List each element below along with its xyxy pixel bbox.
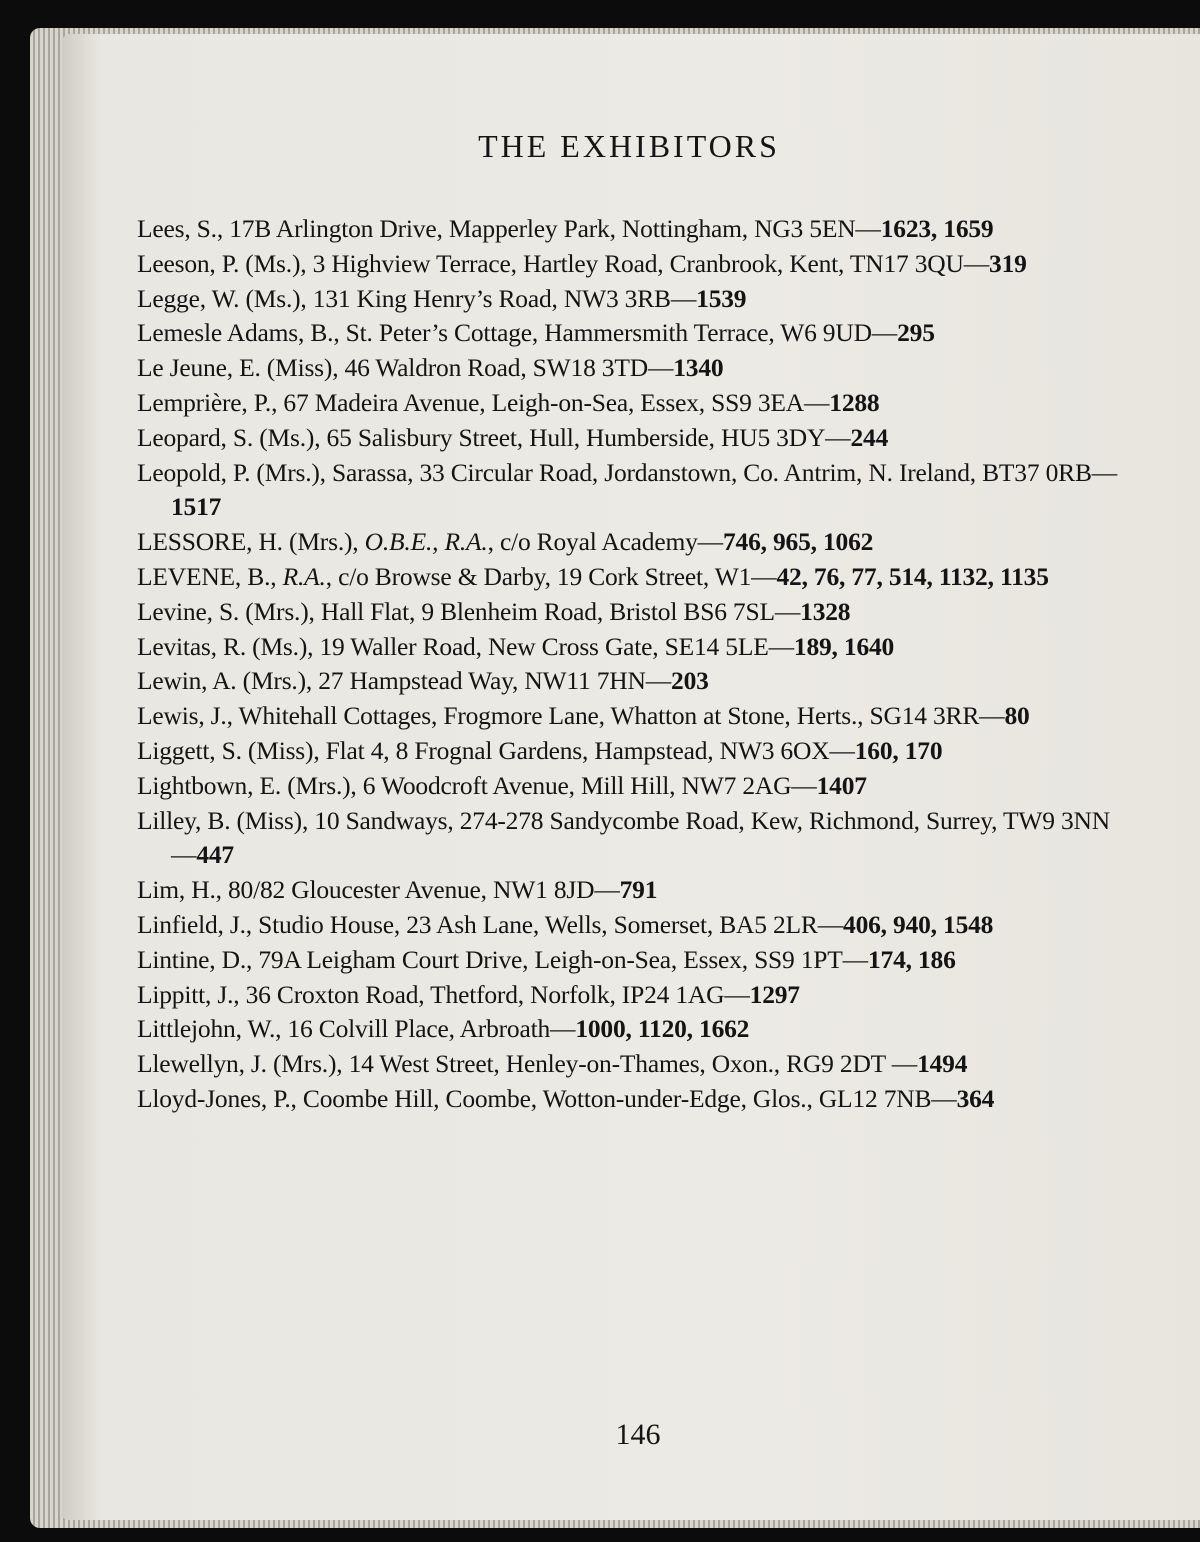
exhibitor-entry: Lemesle Adams, B., St. Peter’s Cottage, Hammersmith Terrace, W6 9UD—295 [137,318,935,348]
catalogue-numbers: 1623, 1659 [880,214,994,243]
catalogue-numbers: 244 [850,422,889,452]
catalogue-numbers: 295 [897,318,935,348]
exhibitor-entry: Llewellyn, J. (Mrs.), 14 West Street, Henley-on-Thames, Oxon., RG9 2DT —1494 [137,1049,968,1079]
catalogue-numbers: 1297 [749,979,800,1009]
exhibitor-entry: Leopold, P. (Mrs.), Sarassa, 33 Circular Road, Jordanstown, Co. Antrim, N. Ireland, BT37 0RB—1517 [137,457,1118,522]
honours: O.B.E., R.A. [364,527,488,557]
exhibitor-entry: LEVENE, B., R.A., c/o Browse & Darby, 19 Cork Street, W1—42, 76, 77, 514, 1132, 1135 [137,561,1049,591]
exhibitor-entry: Levitas, R. (Ms.), 19 Waller Road, New Cross Gate, SE14 5LE—189, 1640 [137,631,895,661]
exhibitor-entry: Littlejohn, W., 16 Colvill Place, Arbroath—1000, 1120, 1662 [137,1014,750,1044]
catalogue-numbers: 174, 186 [867,944,956,974]
exhibitor-entry: Lees, S., 17B Arlington Drive, Mapperley Park, Nottingham, NG3 5EN—1623, 1659 [137,214,994,243]
exhibitor-entry: Leeson, P. (Ms.), 3 Highview Terrace, Hartley Road, Cranbrook, Kent, TN17 3QU—319 [137,248,1027,278]
exhibitor-entry: Lewin, A. (Mrs.), 27 Hampstead Way, NW11 7HN—203 [137,666,709,696]
exhibitor-entry: Liggett, S. (Miss), Flat 4, 8 Frognal Gardens, Hampstead, NW3 6OX—160, 170 [137,735,943,765]
exhibitor-entry: Lim, H., 80/82 Gloucester Avenue, NW1 8JD—791 [137,875,658,905]
exhibitor-list [137,212,1129,1117]
exhibitor-entry: Lightbown, E. (Mrs.), 6 Woodcroft Avenue, Mill Hill, NW7 2AG—1407 [137,770,867,800]
catalogue-numbers: 791 [619,875,658,905]
exhibitor-entry: LESSORE, H. (Mrs.), O.B.E., R.A., c/o Royal Academy—746, 965, 1062 [137,527,874,557]
catalogue-numbers: 1000, 1120, 1662 [575,1014,750,1044]
catalogue-numbers: 1539 [696,283,747,313]
exhibitor-entry: Lippitt, J., 36 Croxton Road, Thetford, Norfolk, IP24 1AG—1297 [137,979,800,1009]
catalogue-numbers: 1340 [673,353,724,383]
catalogue-numbers: 1288 [829,387,880,417]
catalogue-numbers: 447 [196,840,234,870]
exhibitor-entry: Linfield, J., Studio House, 23 Ash Lane, Wells, Somerset, BA5 2LR—406, 940, 1548 [137,909,994,939]
catalogue-numbers: 1494 [917,1049,968,1079]
exhibitor-entry: Levine, S. (Mrs.), Hall Flat, 9 Blenheim Road, Bristol BS6 7SL—1328 [137,596,851,626]
catalogue-numbers: 1517 [171,492,222,522]
honours: R.A. [282,561,326,591]
exhibitor-entry: Lintine, D., 79A Leigham Court Drive, Leigh-on-Sea, Essex, SS9 1PT—174, 186 [137,944,956,974]
catalogue-numbers: 364 [956,1083,995,1113]
catalogue-numbers: 80 [1004,701,1030,731]
exhibitor-entry: Leopard, S. (Ms.), 65 Salisbury Street, Hull, Humberside, HU5 3DY—244 [137,422,889,452]
exhibitor-entry: Lloyd-Jones, P., Coombe Hill, Coombe, Wotton-under-Edge, Glos., GL12 7NB—364 [137,1083,995,1113]
exhibitor-entry: Lemprière, P., 67 Madeira Avenue, Leigh-on-Sea, Essex, SS9 3EA—1288 [137,387,880,417]
catalogue-numbers: 160, 170 [854,735,943,765]
exhibitor-entry: Legge, W. (Ms.), 131 King Henry’s Road, NW3 3RB—1539 [137,283,747,313]
catalogue-numbers: 203 [671,666,709,696]
catalogue-numbers: 746, 965, 1062 [722,527,874,557]
catalogue-numbers: 1407 [816,770,867,800]
exhibitor-entry: Le Jeune, E. (Miss), 46 Waldron Road, SW18 3TD—1340 [137,353,724,383]
catalogue-numbers: 406, 940, 1548 [843,909,994,939]
catalogue-numbers: 319 [989,248,1027,278]
exhibitor-entry: Lewis, J., Whitehall Cottages, Frogmore Lane, Whatton at Stone, Herts., SG14 3RR—80 [137,701,1030,731]
catalogue-numbers: 42, 76, 77, 514, 1132, 1135 [776,561,1049,591]
exhibitor-entry: Lilley, B. (Miss), 10 Sandways, 274-278 Sandycombe Road, Kew, Richmond, Surrey, TW9 3NN—447 [137,805,1110,870]
page-number: 146 [615,1418,661,1451]
catalogue-numbers: 1328 [800,596,851,626]
catalogue-numbers: 189, 1640 [793,631,895,661]
page-title: THE EXHIBITORS [478,128,780,164]
